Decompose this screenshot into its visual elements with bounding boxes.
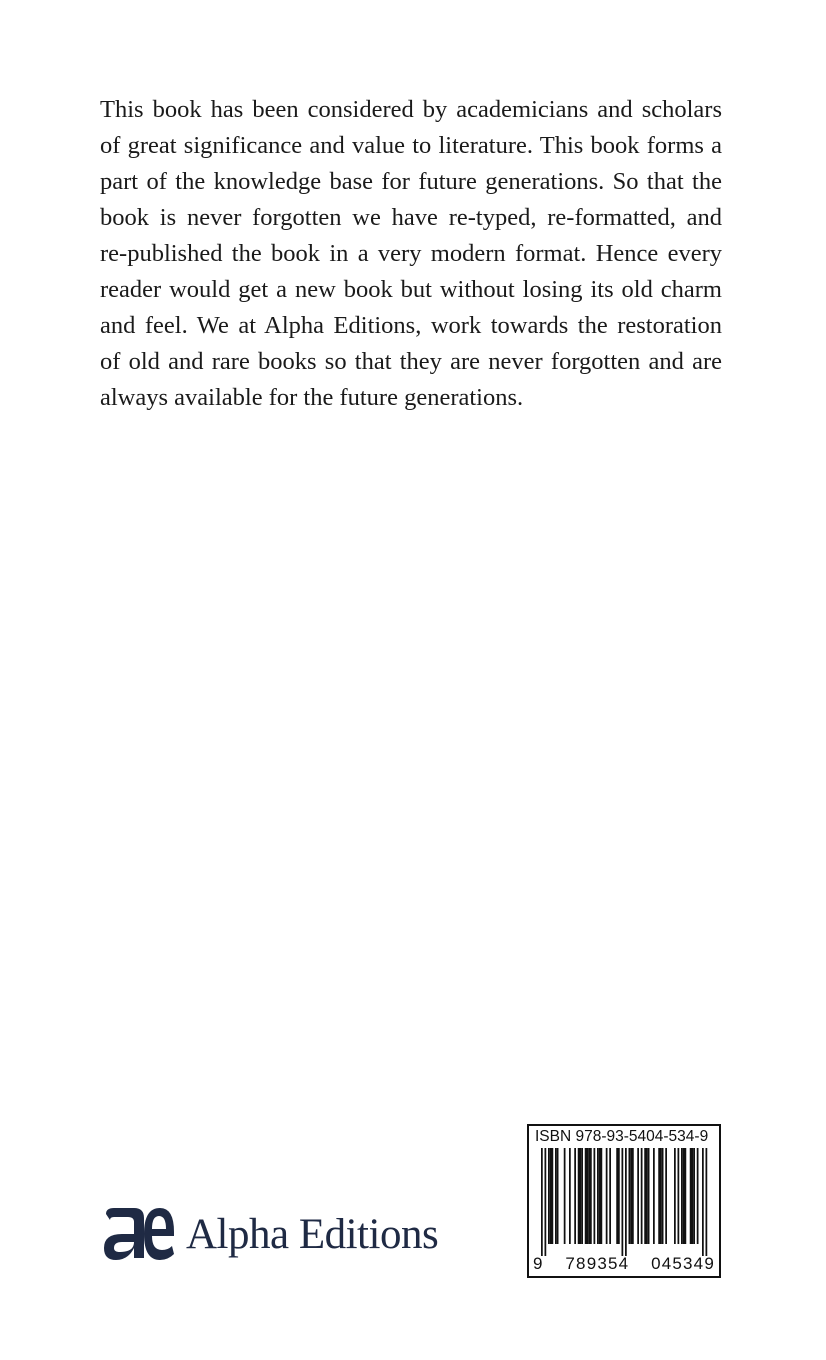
blurb-line: and feel. We at Alpha Editions, work towards the restoration xyxy=(100,312,722,339)
blurb-line: book is never forgotten we have re-typed, re-formatted, and xyxy=(100,204,722,231)
blurb-line: part of the knowledge base for future generations. So that the xyxy=(100,168,722,195)
isbn-barcode xyxy=(527,1124,721,1278)
barcode-bar xyxy=(702,1148,704,1256)
barcode-bar xyxy=(541,1148,543,1256)
barcode-bar xyxy=(580,1148,582,1244)
isbn-label: ISBN 978-93-5404-534-9 xyxy=(535,1128,709,1145)
barcode-bar xyxy=(555,1148,557,1244)
barcode-left-group: 789354 xyxy=(565,1254,630,1273)
barcode-bar xyxy=(630,1148,632,1244)
blurb-line: re-published the book in a very modern format. Hence every xyxy=(100,240,722,267)
barcode-bar xyxy=(625,1148,627,1256)
barcode-bar xyxy=(550,1148,552,1244)
barcode-bar xyxy=(578,1148,580,1244)
barcode-bar xyxy=(658,1148,660,1244)
barcode-bar xyxy=(587,1148,589,1244)
publisher-logo xyxy=(100,1204,438,1264)
barcode-bar xyxy=(545,1148,547,1256)
barcode-bar xyxy=(693,1148,695,1244)
barcode-bar xyxy=(574,1148,576,1244)
barcode-bar xyxy=(678,1148,680,1244)
barcode-bar xyxy=(674,1148,676,1244)
barcode-bar xyxy=(665,1148,667,1244)
barcode-bar xyxy=(641,1148,643,1244)
barcode-right-group: 045349 xyxy=(651,1254,715,1273)
barcode-bar xyxy=(697,1148,699,1244)
barcode-bar xyxy=(644,1148,646,1244)
barcode-bar xyxy=(609,1148,611,1244)
barcode-bar xyxy=(597,1148,599,1244)
barcode-bar xyxy=(601,1148,603,1244)
barcode-bar xyxy=(632,1148,634,1244)
barcode-digits xyxy=(533,1254,715,1274)
barcode-bar xyxy=(685,1148,687,1244)
blurb-line: always available for the future generations. xyxy=(100,384,524,411)
barcode-bar xyxy=(585,1148,587,1244)
barcode-bar xyxy=(548,1148,550,1244)
barcode-bar xyxy=(590,1148,592,1244)
barcode-bar xyxy=(660,1148,662,1244)
barcode-bar xyxy=(646,1148,648,1244)
barcode-bar xyxy=(690,1148,692,1244)
barcode-bar xyxy=(581,1148,583,1244)
barcode-bar xyxy=(692,1148,694,1244)
barcode-bar xyxy=(616,1148,618,1244)
barcode-bar xyxy=(606,1148,608,1244)
barcode-bar xyxy=(588,1148,590,1244)
barcode-bar xyxy=(653,1148,655,1244)
barcode-bar xyxy=(599,1148,601,1244)
barcode-bar xyxy=(662,1148,664,1244)
ae-ligature-icon xyxy=(100,1204,176,1264)
barcode-bar xyxy=(557,1148,559,1244)
barcode-bar xyxy=(622,1148,624,1256)
barcode-bar xyxy=(564,1148,566,1244)
barcode-bar xyxy=(648,1148,650,1244)
blurb-line: of great significance and value to literature. This book forms a xyxy=(100,132,722,159)
blurb-line: reader would get a new book but without losing its old charm xyxy=(100,276,722,303)
barcode-bar xyxy=(594,1148,596,1244)
barcode-bar xyxy=(552,1148,554,1244)
barcode-bar xyxy=(629,1148,631,1244)
barcode-bar xyxy=(683,1148,685,1244)
barcode-first-digit: 9 xyxy=(533,1254,544,1273)
publisher-name: Alpha Editions xyxy=(186,1210,439,1258)
barcode-bar xyxy=(681,1148,683,1244)
barcode-bar xyxy=(618,1148,620,1244)
blurb-line: of old and rare books so that they are never forgotten and are xyxy=(100,348,722,375)
barcode-bar xyxy=(637,1148,639,1244)
blurb-line: This book has been considered by academicians and scholars xyxy=(100,96,722,123)
barcode-bar xyxy=(569,1148,571,1244)
back-cover-blurb xyxy=(100,92,722,416)
barcode-bars xyxy=(529,1146,719,1256)
barcode-bar xyxy=(706,1148,708,1256)
